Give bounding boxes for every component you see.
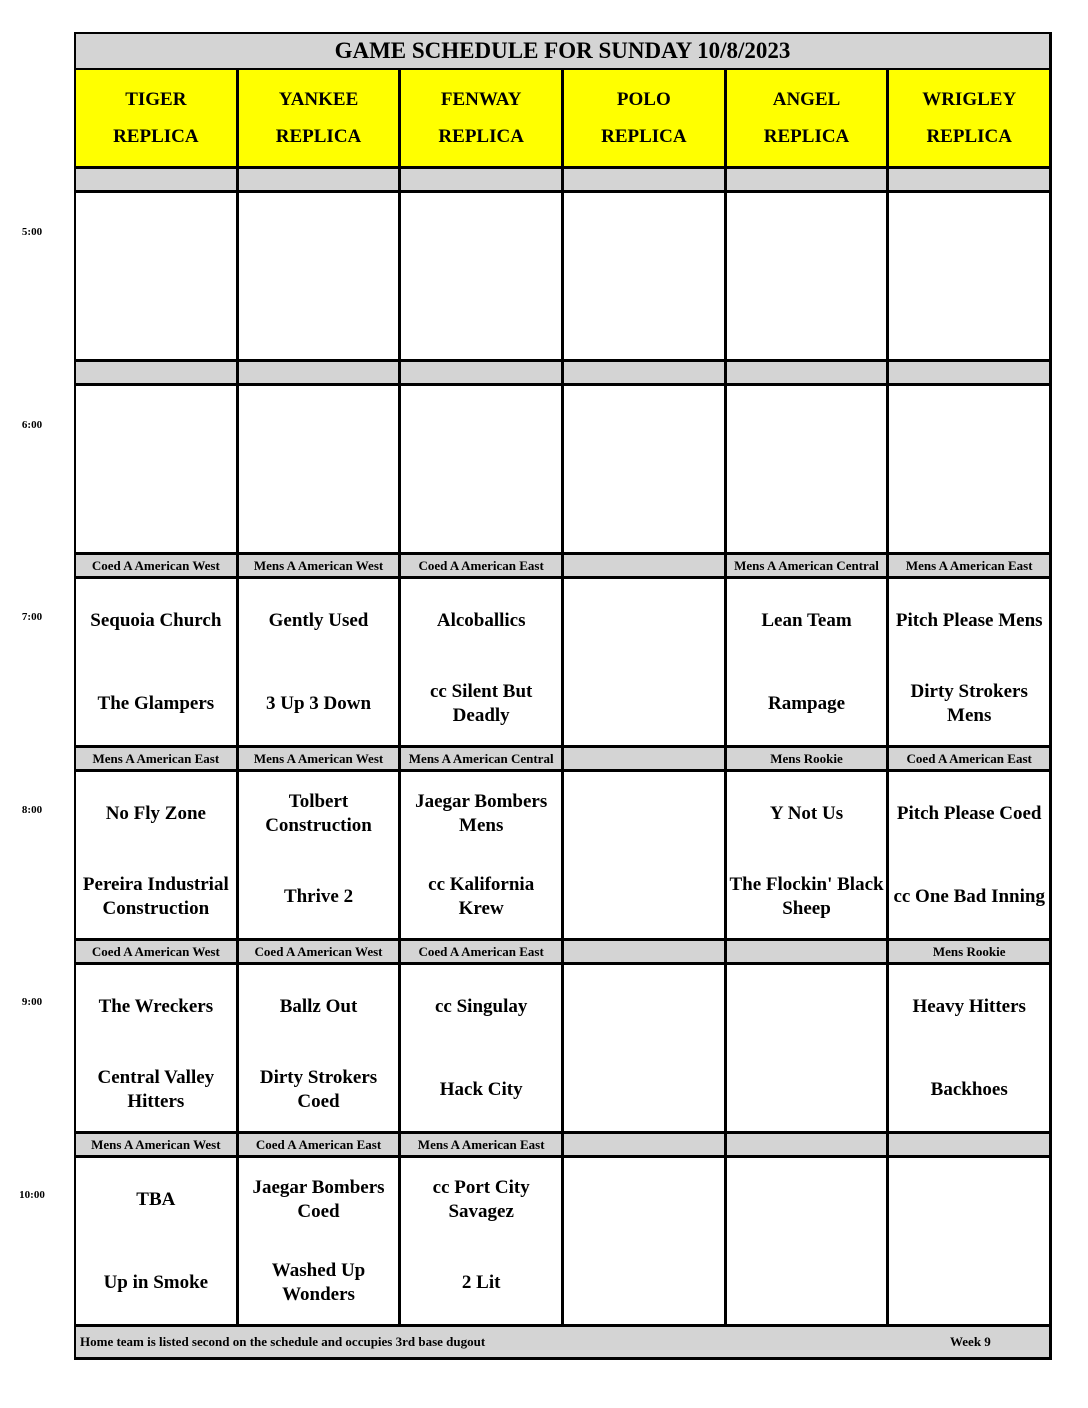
home-team: The Flockin' Black Sheep bbox=[729, 873, 884, 919]
game-cell bbox=[564, 579, 727, 745]
visitor-team: Pitch Please Mens bbox=[895, 609, 1043, 631]
division-label bbox=[239, 169, 402, 190]
division-label: Coed A American East bbox=[401, 555, 564, 576]
visitor-team bbox=[401, 386, 561, 469]
division-label: Mens A American Central bbox=[401, 748, 564, 769]
division-row bbox=[76, 169, 1049, 193]
division-label bbox=[401, 362, 564, 383]
home-team bbox=[727, 1048, 887, 1131]
division-label: Mens A American Central bbox=[727, 555, 890, 576]
visitor-team bbox=[727, 386, 887, 469]
home-team: Hack City bbox=[439, 1078, 523, 1100]
field-sub: REPLICA bbox=[926, 126, 1012, 147]
field-header-tiger bbox=[76, 70, 239, 166]
games-row bbox=[76, 772, 1049, 941]
visitor-team bbox=[239, 386, 399, 469]
division-row bbox=[76, 941, 1049, 965]
game-cell bbox=[239, 193, 402, 359]
visitor-team bbox=[727, 1158, 887, 1241]
division-label bbox=[889, 1134, 1049, 1155]
time-slot bbox=[76, 941, 1049, 1134]
visitor-team bbox=[564, 193, 724, 276]
game-cell bbox=[239, 386, 402, 552]
division-label: Coed A American West bbox=[239, 941, 402, 962]
visitor-team bbox=[727, 193, 887, 276]
visitor-team bbox=[889, 386, 1049, 469]
visitor-team bbox=[239, 193, 399, 276]
division-label bbox=[564, 362, 727, 383]
home-team bbox=[889, 1241, 1049, 1324]
home-team bbox=[564, 855, 724, 938]
division-label: Coed A American East bbox=[401, 941, 564, 962]
visitor-team: cc Port City Savagez bbox=[432, 1176, 530, 1222]
game-cell bbox=[401, 386, 564, 552]
division-label bbox=[889, 169, 1049, 190]
division-label bbox=[727, 941, 890, 962]
division-row bbox=[76, 362, 1049, 386]
visitor-team bbox=[889, 1158, 1049, 1241]
field-header-polo bbox=[564, 70, 727, 166]
home-team bbox=[564, 276, 724, 359]
visitor-team: Jaegar Bombers Mens bbox=[415, 790, 548, 836]
division-label: Mens A American East bbox=[76, 748, 239, 769]
time-label: 10:00 bbox=[19, 1188, 45, 1201]
home-team bbox=[727, 1241, 887, 1324]
time-slot bbox=[76, 1134, 1049, 1327]
schedule-title: GAME SCHEDULE FOR SUNDAY 10/8/2023 bbox=[76, 34, 1049, 70]
home-team: Washed Up Wonders bbox=[271, 1259, 366, 1305]
game-cell bbox=[889, 386, 1049, 552]
home-team: Backhoes bbox=[930, 1078, 1008, 1100]
game-cell bbox=[564, 1158, 727, 1324]
game-cell bbox=[564, 965, 727, 1131]
games-row bbox=[76, 965, 1049, 1134]
field-header-angel bbox=[727, 70, 890, 166]
visitor-team: Ballz Out bbox=[279, 995, 358, 1017]
time-slot bbox=[76, 169, 1049, 362]
games-row bbox=[76, 386, 1049, 555]
home-team: Dirty Strokers Coed bbox=[259, 1066, 378, 1112]
field-header-fenway bbox=[401, 70, 564, 166]
visitor-team: TBA bbox=[136, 1188, 176, 1210]
field-name: TIGER bbox=[125, 89, 187, 110]
time-slots bbox=[76, 169, 1049, 1327]
game-cell bbox=[564, 772, 727, 938]
visitor-team: Lean Team bbox=[761, 609, 852, 631]
division-label bbox=[76, 169, 239, 190]
visitor-team bbox=[76, 386, 236, 469]
visitor-team bbox=[76, 193, 236, 276]
time-label: 6:00 bbox=[21, 418, 43, 431]
games-row bbox=[76, 579, 1049, 748]
home-team: The Glampers bbox=[97, 692, 215, 714]
field-sub: REPLICA bbox=[763, 126, 850, 147]
field-name: YANKEE bbox=[278, 89, 359, 110]
home-team bbox=[727, 276, 887, 359]
home-team: cc Silent But Deadly bbox=[429, 680, 533, 726]
field-name: FENWAY bbox=[440, 89, 522, 110]
visitor-team bbox=[564, 965, 724, 1048]
division-label bbox=[564, 1134, 727, 1155]
games-row bbox=[76, 1158, 1049, 1327]
division-label bbox=[239, 362, 402, 383]
game-cell bbox=[239, 1158, 402, 1324]
visitor-team: cc Singulay bbox=[434, 995, 528, 1017]
game-cell bbox=[727, 965, 890, 1131]
game-cell bbox=[76, 386, 239, 552]
home-team bbox=[564, 662, 724, 745]
division-label: Mens Rookie bbox=[727, 748, 890, 769]
visitor-team: Heavy Hitters bbox=[912, 995, 1026, 1017]
division-label bbox=[76, 362, 239, 383]
field-header-row bbox=[76, 70, 1049, 169]
home-team bbox=[564, 1048, 724, 1131]
field-sub: REPLICA bbox=[275, 126, 362, 147]
home-team: Rampage bbox=[767, 692, 846, 714]
game-cell bbox=[76, 1158, 239, 1324]
visitor-team: Tolbert Construction bbox=[265, 790, 372, 836]
visitor-team: Alcoballics bbox=[436, 609, 526, 631]
visitor-team bbox=[564, 772, 724, 855]
visitor-team: Jaegar Bombers Coed bbox=[252, 1176, 385, 1222]
game-cell bbox=[727, 1158, 890, 1324]
home-team bbox=[76, 469, 236, 552]
division-label: Mens A American West bbox=[239, 555, 402, 576]
game-cell bbox=[401, 772, 564, 938]
time-label: 9:00 bbox=[21, 996, 43, 1008]
game-cell bbox=[76, 579, 239, 745]
time-slot bbox=[76, 748, 1049, 941]
division-label bbox=[401, 169, 564, 190]
game-cell bbox=[889, 965, 1049, 1131]
game-cell bbox=[727, 386, 890, 552]
visitor-team: Sequoia Church bbox=[90, 609, 222, 631]
division-label bbox=[727, 169, 890, 190]
division-row bbox=[76, 1134, 1049, 1158]
home-team bbox=[401, 469, 561, 552]
division-row bbox=[76, 748, 1049, 772]
division-label: Coed A American East bbox=[906, 751, 1032, 766]
time-label: 8:00 bbox=[21, 803, 43, 816]
game-cell bbox=[401, 965, 564, 1131]
home-team: cc One Bad Inning bbox=[893, 885, 1045, 907]
division-label bbox=[727, 362, 890, 383]
home-team: cc Kalifornia Krew bbox=[428, 873, 535, 919]
division-label: Mens A American East bbox=[905, 558, 1033, 573]
division-label: Coed A American East bbox=[239, 1134, 402, 1155]
division-label: Coed A American West bbox=[76, 941, 239, 962]
home-team bbox=[76, 276, 236, 359]
field-name: WRIGLEY bbox=[922, 89, 1017, 110]
visitor-team bbox=[889, 193, 1049, 276]
division-label: Coed A American West bbox=[76, 555, 239, 576]
home-team: 2 Lit bbox=[461, 1271, 501, 1293]
games-row bbox=[76, 193, 1049, 362]
division-label bbox=[889, 362, 1049, 383]
field-sub: REPLICA bbox=[438, 126, 524, 147]
home-team: Central Valley Hitters bbox=[97, 1066, 215, 1112]
game-cell bbox=[239, 772, 402, 938]
home-team: Pereira Industrial Construction bbox=[82, 873, 229, 919]
visitor-team bbox=[564, 386, 724, 469]
division-label bbox=[564, 748, 727, 769]
division-label: Mens A American West bbox=[76, 1134, 239, 1155]
game-cell bbox=[727, 193, 890, 359]
home-team: Up in Smoke bbox=[103, 1271, 209, 1293]
game-cell bbox=[889, 772, 1049, 938]
game-cell bbox=[76, 965, 239, 1131]
division-label: Mens A American West bbox=[239, 748, 402, 769]
schedule-footer bbox=[76, 1327, 1049, 1357]
game-cell bbox=[401, 193, 564, 359]
home-team bbox=[889, 469, 1049, 552]
game-cell bbox=[239, 579, 402, 745]
division-label bbox=[564, 941, 727, 962]
visitor-team bbox=[564, 579, 724, 662]
field-header-yankee bbox=[239, 70, 402, 166]
visitor-team: Gently Used bbox=[268, 609, 369, 631]
field-header-wrigley bbox=[889, 70, 1049, 166]
game-cell bbox=[76, 193, 239, 359]
visitor-team bbox=[401, 193, 561, 276]
home-team bbox=[889, 276, 1049, 359]
game-cell bbox=[76, 772, 239, 938]
visitor-team bbox=[727, 965, 887, 1048]
home-team: Dirty Strokers Mens bbox=[910, 680, 1028, 726]
visitor-team bbox=[564, 1158, 724, 1241]
division-label: Mens A American East bbox=[401, 1134, 564, 1155]
game-cell bbox=[239, 965, 402, 1131]
visitor-team: No Fly Zone bbox=[105, 802, 206, 824]
home-team: Thrive 2 bbox=[283, 885, 354, 907]
time-label: 5:00 bbox=[21, 226, 43, 238]
game-cell bbox=[401, 1158, 564, 1324]
home-team bbox=[239, 469, 399, 552]
home-team bbox=[727, 469, 887, 552]
division-label bbox=[564, 169, 727, 190]
division-row bbox=[76, 555, 1049, 579]
time-slot bbox=[76, 555, 1049, 748]
field-sub: REPLICA bbox=[113, 126, 199, 147]
time-slot bbox=[76, 362, 1049, 555]
game-cell bbox=[889, 193, 1049, 359]
home-team bbox=[239, 276, 399, 359]
division-label bbox=[727, 1134, 890, 1155]
visitor-team: Y Not Us bbox=[769, 802, 844, 824]
home-team-note: Home team is listed second on the schedule and occupies 3rd base dugout bbox=[80, 1334, 486, 1349]
visitor-team: Pitch Please Coed bbox=[896, 802, 1042, 824]
game-cell bbox=[564, 386, 727, 552]
game-cell bbox=[727, 579, 890, 745]
game-cell bbox=[889, 579, 1049, 745]
division-label: Mens Rookie bbox=[932, 944, 1006, 959]
division-label bbox=[564, 555, 727, 576]
game-cell bbox=[889, 1158, 1049, 1324]
game-cell bbox=[727, 772, 890, 938]
field-name: ANGEL bbox=[772, 89, 841, 110]
visitor-team: The Wreckers bbox=[98, 995, 214, 1017]
game-cell bbox=[401, 579, 564, 745]
field-name: POLO bbox=[616, 89, 671, 110]
home-team bbox=[564, 1241, 724, 1324]
game-cell bbox=[564, 193, 727, 359]
home-team bbox=[401, 276, 561, 359]
field-sub: REPLICA bbox=[601, 126, 687, 147]
time-label: 7:00 bbox=[21, 611, 43, 623]
week-label: Week 9 bbox=[950, 1334, 991, 1349]
home-team bbox=[564, 469, 724, 552]
schedule-sheet bbox=[74, 32, 1052, 1360]
home-team: 3 Up 3 Down bbox=[265, 692, 372, 714]
